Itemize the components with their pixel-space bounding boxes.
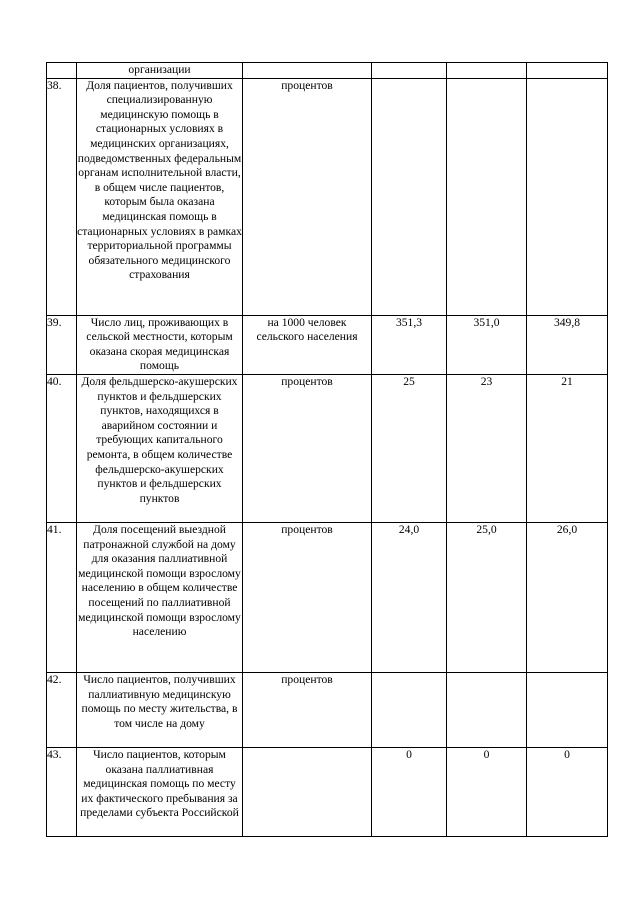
indicator-name: Число пациентов, получивших паллиативную медицинскую помощь по месту жительства, в том числе на дому <box>77 672 243 747</box>
value-year-3 <box>527 672 608 747</box>
indicators-table <box>46 62 608 837</box>
indicator-name: Число лиц, проживающих в сельской местности, которым оказана скорая медицинская помощь <box>77 315 243 374</box>
value-year-1 <box>372 78 447 315</box>
table-row <box>47 374 608 522</box>
unit-of-measure <box>243 63 372 79</box>
value-year-3 <box>527 78 608 315</box>
unit-of-measure: процентов <box>243 672 372 747</box>
value-year-2: 25,0 <box>447 522 527 672</box>
value-year-1 <box>372 63 447 79</box>
table-row <box>47 747 608 836</box>
row-number: 39. <box>47 315 77 374</box>
value-year-2 <box>447 672 527 747</box>
value-year-3: 26,0 <box>527 522 608 672</box>
row-number: 40. <box>47 374 77 522</box>
value-year-2 <box>447 63 527 79</box>
value-year-1: 25 <box>372 374 447 522</box>
unit-of-measure: процентов <box>243 78 372 315</box>
value-year-1: 351,3 <box>372 315 447 374</box>
indicator-name: Число пациентов, которым оказана паллиативная медицинская помощь по месту их фактического пребывания за пределами субъекта Российской <box>77 747 243 836</box>
indicator-name: Доля посещений выездной патронажной службой на дому для оказания паллиативной медицинской помощи взрослому населению в общем количестве посещений по паллиативной медицинской помощи взрослому населению <box>77 522 243 672</box>
value-year-3: 349,8 <box>527 315 608 374</box>
value-year-1: 24,0 <box>372 522 447 672</box>
value-year-2: 0 <box>447 747 527 836</box>
value-year-3: 0 <box>527 747 608 836</box>
table-row <box>47 315 608 374</box>
row-number: 41. <box>47 522 77 672</box>
table-row <box>47 78 608 315</box>
table-row <box>47 672 608 747</box>
unit-of-measure: процентов <box>243 522 372 672</box>
value-year-1: 0 <box>372 747 447 836</box>
value-year-2: 23 <box>447 374 527 522</box>
row-number: 43. <box>47 747 77 836</box>
indicator-name: Доля фельдшерско-акушерских пунктов и фельдшерских пунктов, находящихся в аварийном состоянии и требующих капитального ремонта, в общем количестве фельдшерско-акушерских пунктов и фельдшерских пунктов <box>77 374 243 522</box>
row-number <box>47 63 77 79</box>
value-year-2 <box>447 78 527 315</box>
table-row <box>47 522 608 672</box>
unit-of-measure <box>243 747 372 836</box>
unit-of-measure: процентов <box>243 374 372 522</box>
indicator-name: Доля пациентов, получивших специализированную медицинскую помощь в стационарных условиях в медицинских организациях, подведомственных федеральным органам исполнительной власти, в общем числе пациентов, которым была оказана медицинская помощь в стационарных условиях в рамках территориальной программы обязательного медицинского страхования <box>77 78 243 315</box>
row-number: 42. <box>47 672 77 747</box>
unit-of-measure: на 1000 человек сельского населения <box>243 315 372 374</box>
value-year-3: 21 <box>527 374 608 522</box>
value-year-1 <box>372 672 447 747</box>
value-year-2: 351,0 <box>447 315 527 374</box>
indicator-name: организации <box>77 63 243 79</box>
value-year-3 <box>527 63 608 79</box>
table-row <box>47 63 608 79</box>
row-number: 38. <box>47 78 77 315</box>
